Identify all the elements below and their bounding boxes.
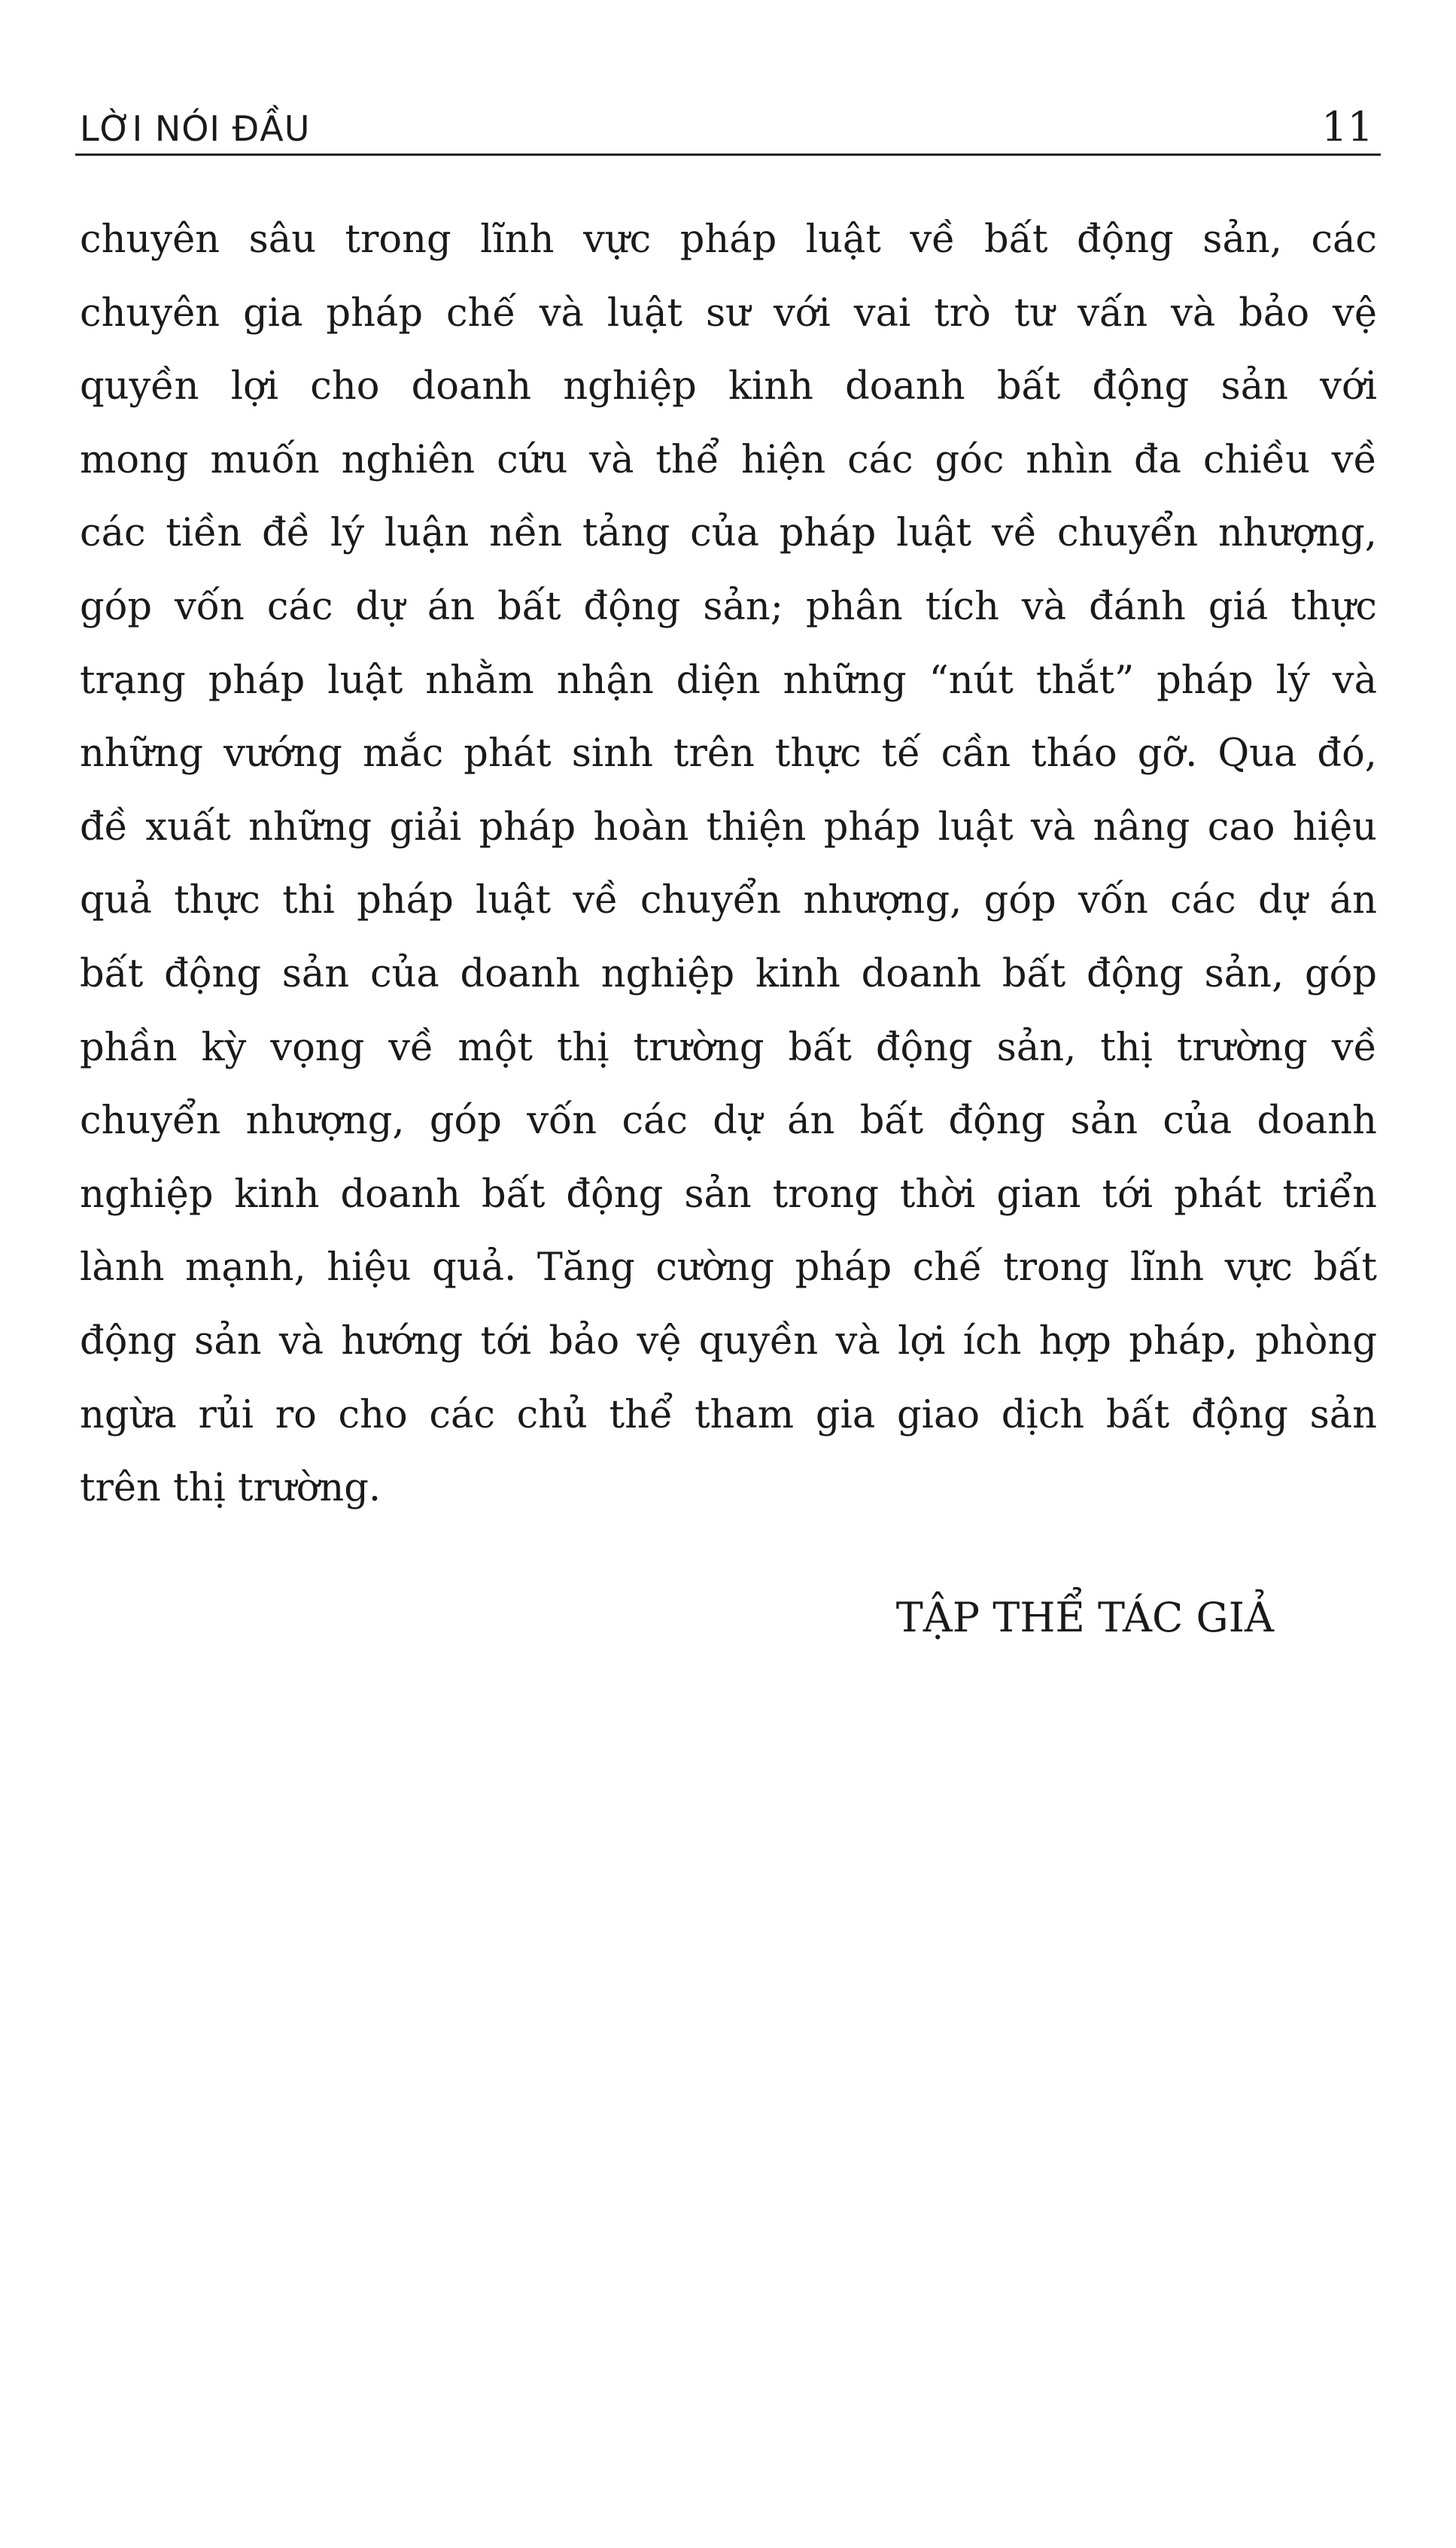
page-header bbox=[75, 89, 1381, 156]
paragraph-line: ngừa rủi ro cho các chủ thể tham gia giao dịch bất động sản bbox=[80, 1392, 1377, 1437]
paragraph-line: những vướng mắc phát sinh trên thực tế cần tháo gỡ. Qua đó, bbox=[80, 731, 1377, 777]
paragraph-line: lành mạnh, hiệu quả. Tăng cường pháp chế trong lĩnh vực bất bbox=[80, 1245, 1377, 1291]
paragraph-line: nghiệp kinh doanh bất động sản trong thời gian tới phát triển bbox=[80, 1172, 1377, 1217]
paragraph-line: trên thị trường. bbox=[80, 1466, 381, 1511]
paragraph-line: quyền lợi cho doanh nghiệp kinh doanh bất động sản với bbox=[80, 364, 1377, 409]
paragraph-line: động sản và hướng tới bảo vệ quyền và lợi ích hợp pháp, phòng bbox=[80, 1318, 1377, 1364]
paragraph-line: chuyên sâu trong lĩnh vực pháp luật về bất động sản, các bbox=[80, 217, 1377, 262]
paragraph-line: mong muốn nghiên cứu và thể hiện các góc nhìn đa chiều về bbox=[80, 437, 1377, 482]
paragraph-line: phần kỳ vọng về một thị trường bất động sản, thị trường về bbox=[80, 1025, 1377, 1070]
paragraph-line: góp vốn các dự án bất động sản; phân tích và đánh giá thực bbox=[80, 584, 1377, 629]
page-number: 11 bbox=[1321, 103, 1373, 151]
paragraph-line: chuyển nhượng, góp vốn các dự án bất động sản của doanh bbox=[80, 1099, 1377, 1144]
paragraph-line: bất động sản của doanh nghiệp kinh doanh bất động sản, góp bbox=[80, 951, 1377, 996]
author-signature: TẬP THỂ TÁC GIẢ bbox=[895, 1594, 1274, 1641]
paragraph-line: chuyên gia pháp chế và luật sư với vai trò tư vấn và bảo vệ bbox=[80, 290, 1377, 336]
paragraph-line: các tiền đề lý luận nền tảng của pháp luật về chuyển nhượng, bbox=[80, 511, 1377, 556]
paragraph-line: đề xuất những giải pháp hoàn thiện pháp luật và nâng cao hiệu bbox=[80, 804, 1377, 850]
body-paragraph bbox=[80, 203, 1377, 1525]
paragraph-line: quả thực thi pháp luật về chuyển nhượng, góp vốn các dự án bbox=[80, 878, 1377, 923]
running-title: LỜI NÓI ĐẦU bbox=[80, 108, 311, 149]
paragraph-line: trạng pháp luật nhằm nhận diện những “nút thắt” pháp lý và bbox=[80, 658, 1377, 703]
